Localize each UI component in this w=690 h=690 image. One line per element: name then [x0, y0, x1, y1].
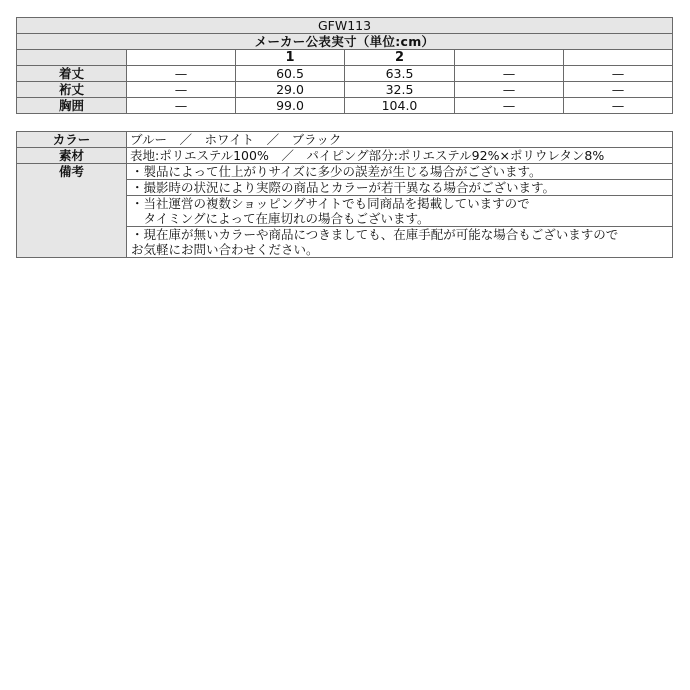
size-column-header: [127, 50, 236, 66]
note-item: [127, 196, 673, 227]
size-cell: —: [564, 98, 673, 114]
product-code: GFW113: [17, 18, 673, 34]
size-cell: —: [564, 66, 673, 82]
size-table: [16, 17, 673, 114]
size-row-chest: [17, 98, 673, 114]
size-cell: —: [564, 82, 673, 98]
size-cell: 32.5: [345, 82, 455, 98]
size-column-header: [564, 50, 673, 66]
size-table-title-row: [17, 18, 673, 34]
size-table-subtitle-row: [17, 34, 673, 50]
material-row: [17, 148, 673, 164]
size-row-sleeve: [17, 82, 673, 98]
note-item: [127, 180, 673, 196]
size-cell: —: [455, 98, 564, 114]
notes-row: [17, 164, 673, 180]
note-item: [127, 164, 673, 180]
note-line: お気軽にお問い合わせください。: [131, 242, 319, 257]
size-cell: —: [455, 66, 564, 82]
material-label: 素材: [17, 148, 127, 164]
size-row-length: [17, 66, 673, 82]
size-cell: 104.0: [345, 98, 455, 114]
note-line: ・製品によって仕上がりサイズに多少の誤差が生じる場合がございます。: [131, 164, 542, 179]
size-cell: —: [455, 82, 564, 98]
info-table: [16, 131, 673, 258]
note-line: ・当社運営の複数ショッピングサイトでも同商品を掲載していますので: [131, 196, 530, 211]
notes-label: 備考: [17, 164, 127, 258]
size-cell: —: [127, 82, 236, 98]
note-line: タイミングによって在庫切れの場合もございます。: [131, 211, 430, 226]
size-column-header: 1: [236, 50, 345, 66]
size-column-header: [455, 50, 564, 66]
size-cell: —: [127, 66, 236, 82]
color-row: [17, 132, 673, 148]
size-header-row: [17, 50, 673, 66]
size-column-header: 2: [345, 50, 455, 66]
size-cell: 60.5: [236, 66, 345, 82]
note-item: [127, 227, 673, 258]
size-row-label: 着丈: [17, 66, 127, 82]
material-value: 表地:ポリエステル100% ／ パイピング部分:ポリエステル92%×ポリウレタン8%: [127, 148, 673, 164]
color-label: カラー: [17, 132, 127, 148]
size-header-corner: [17, 50, 127, 66]
note-line: ・現在庫が無いカラーや商品につきましても、在庫手配が可能な場合もございますので: [131, 227, 619, 242]
size-cell: —: [127, 98, 236, 114]
color-value: ブルー ／ ホワイト ／ ブラック: [127, 132, 673, 148]
size-cell: 63.5: [345, 66, 455, 82]
size-cell: 29.0: [236, 82, 345, 98]
note-line: ・撮影時の状況により実際の商品とカラーが若干異なる場合がございます。: [131, 180, 556, 195]
size-row-label: 裄丈: [17, 82, 127, 98]
size-cell: 99.0: [236, 98, 345, 114]
size-table-subtitle: メーカー公表実寸（単位:cm）: [17, 34, 673, 50]
size-row-label: 胸囲: [17, 98, 127, 114]
